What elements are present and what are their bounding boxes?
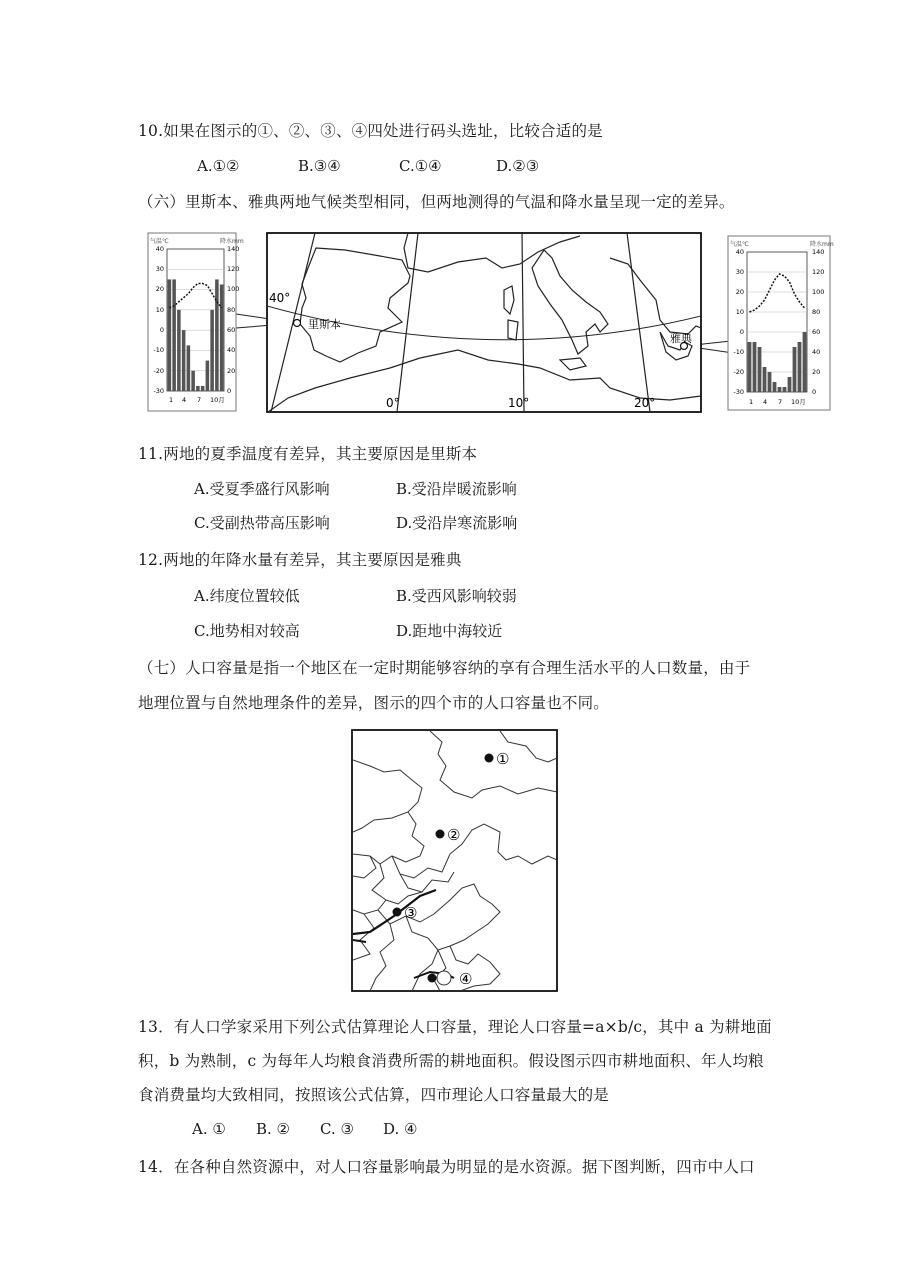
lisbon-precip-bar: [168, 279, 172, 391]
lisbon-precip-tick: 120: [227, 265, 240, 273]
q12-stem: 12.两地的年降水量有差异，其主要原因是雅典: [138, 551, 462, 569]
q11-option-a: A.受夏季盛行风影响: [194, 480, 330, 498]
city-1-label: ①: [496, 750, 510, 768]
city-1-dot: [485, 754, 494, 763]
longitude-10-label: 10°: [508, 396, 530, 410]
lisbon-temp-tick: 0: [159, 326, 164, 334]
athens-temp-tick: 10: [735, 308, 744, 316]
lisbon-precip-bar: [220, 285, 224, 392]
q11-option-c: C.受副热带高压影响: [194, 514, 330, 532]
athens-temp-tick: 30: [735, 268, 744, 276]
city-2-label: ②: [447, 826, 461, 844]
lisbon-temp-tick: -30: [153, 387, 164, 395]
athens-precip-bar: [788, 377, 792, 392]
athens-precip-bar: [793, 347, 797, 392]
lisbon-temp-tick: 40: [155, 245, 164, 253]
city-map: [350, 728, 562, 994]
athens-precip-tick: 40: [812, 348, 821, 356]
q12-option-c: C.地势相对较高: [194, 622, 300, 640]
q10-stem: 10.如果在图示的①、②、③、④四处进行码头选址，比较合适的是: [138, 122, 603, 140]
athens-precip-bar: [783, 387, 787, 392]
lisbon-precip-axis-title: 降水mm: [220, 238, 244, 245]
athens-precip-tick: 80: [812, 308, 821, 316]
lisbon-precip-tick: 100: [227, 285, 240, 293]
lisbon-label: 里斯本: [308, 318, 341, 331]
athens-precip-tick: 140: [812, 248, 825, 256]
q10-option-c: C.①④: [399, 157, 442, 175]
q10-option-a: A.①②: [197, 157, 240, 175]
q12-option-a: A.纬度位置较低: [194, 587, 300, 605]
q13-option-d: D. ④: [383, 1120, 418, 1138]
q12-option-b: B.受西风影响较弱: [396, 587, 517, 605]
athens-month-label: 4: [763, 398, 768, 406]
section7-intro-line1: （七）人口容量是指一个地区在一定时期能够容纳的享有合理生活水平的人口数量，由于: [138, 659, 751, 677]
lisbon-month-label: 1: [169, 396, 174, 404]
lake-outline: [437, 971, 451, 985]
q10-option-b: B.③④: [298, 157, 341, 175]
longitude-20-label: 20°: [634, 396, 656, 410]
athens-temp-axis-title: 气温℃: [730, 241, 749, 248]
athens-temp-tick: -30: [733, 388, 744, 396]
athens-precip-tick: 0: [812, 388, 817, 396]
climate-chart-lisbon: [148, 233, 244, 411]
athens-precip-tick: 100: [812, 288, 825, 296]
athens-temp-tick: 20: [735, 288, 744, 296]
lisbon-precip-bar: [177, 310, 181, 391]
lisbon-temp-tick: -20: [153, 367, 164, 375]
climate-chart-athens: [728, 236, 834, 410]
lisbon-precip-bar: [210, 310, 214, 391]
lisbon-precip-tick: 140: [227, 245, 240, 253]
lisbon-month-label: 7: [197, 396, 202, 404]
section7-intro-line2: 地理位置与自然地理条件的差异，图示的四个市的人口容量也不同。: [138, 694, 610, 712]
city-2-dot: [436, 830, 445, 839]
lisbon-precip-bar: [182, 330, 186, 391]
athens-precip-bar: [753, 342, 757, 392]
athens-month-label: 10月: [791, 398, 806, 406]
city-4-dot: [428, 974, 437, 983]
q11-stem: 11.两地的夏季温度有差异，其主要原因是里斯本: [138, 445, 478, 463]
athens-precip-bar: [763, 367, 767, 392]
lisbon-precip-tick: 60: [227, 326, 236, 334]
latitude-40-label: 40°: [269, 291, 291, 305]
athens-precip-bar: [748, 342, 752, 392]
lisbon-precip-bar: [191, 371, 195, 391]
athens-precip-bar: [758, 347, 762, 392]
lisbon-precip-bar: [215, 279, 219, 391]
athens-month-label: 7: [778, 398, 783, 406]
athens-precip-tick: 120: [812, 268, 825, 276]
athens-precip-tick: 20: [812, 368, 821, 376]
q11-option-b: B.受沿岸暖流影响: [396, 480, 517, 498]
mediterranean-map: [267, 233, 701, 412]
lisbon-temp-tick: 10: [155, 306, 164, 314]
q13-option-a: A. ①: [192, 1120, 226, 1138]
athens-precip-bar: [773, 382, 777, 392]
q13-stem-line3: 食消费量均大致相同，按照该公式估算，四市理论人口容量最大的是: [138, 1086, 610, 1104]
lisbon-precip-tick: 20: [227, 367, 236, 375]
lisbon-precip-bar: [187, 345, 191, 391]
longitude-0-label: 0°: [386, 396, 400, 410]
lisbon-precip-tick: 40: [227, 346, 236, 354]
lisbon-precip-bar: [206, 361, 210, 391]
athens-temp-tick: 0: [739, 328, 744, 336]
athens-precip-tick: 60: [812, 328, 821, 336]
lisbon-marker: [294, 320, 301, 327]
athens-precip-bar: [803, 332, 807, 392]
lisbon-precip-tick: 80: [227, 306, 236, 314]
lisbon-temp-tick: 30: [155, 265, 164, 273]
lisbon-month-label: 10月: [210, 396, 225, 404]
lisbon-precip-bar: [201, 386, 205, 391]
mediterranean-figure: [140, 228, 840, 418]
city-4-label: ④: [459, 970, 473, 988]
q14-stem-line1: 14．在各种自然资源中，对人口容量影响最为明显的是水资源。据下图判断，四市中人口: [138, 1158, 755, 1176]
athens-precip-axis-title: 降水mm: [810, 241, 834, 248]
lisbon-month-label: 4: [182, 396, 187, 404]
q13-stem-line1: 13．有人口学家采用下列公式估算理论人口容量，理论人口容量=a×b/c，其中 a 为耕地面: [138, 1018, 772, 1036]
athens-label: 雅典: [670, 332, 692, 345]
athens-temp-tick: 40: [735, 248, 744, 256]
q13-stem-line2: 积，b 为熟制，c 为每年人均粮食消费所需的耕地面积。假设图示四市耕地面积、年人均粮: [138, 1052, 764, 1070]
q12-option-d: D.距地中海较近: [396, 622, 503, 640]
q13-option-c: C. ③: [320, 1120, 354, 1138]
section6-intro: （六）里斯本、雅典两地气候类型相同，但两地测得的气温和降水量呈现一定的差异。: [138, 193, 735, 211]
lisbon-precip-tick: 0: [227, 387, 232, 395]
athens-precip-bar: [798, 342, 802, 392]
q11-option-d: D.受沿岸寒流影响: [396, 514, 518, 532]
lisbon-temp-tick: -10: [153, 346, 164, 354]
athens-precip-bar: [778, 387, 782, 392]
lisbon-temp-tick: 20: [155, 285, 164, 293]
q13-option-b: B. ②: [256, 1120, 291, 1138]
lisbon-temp-axis-title: 气温℃: [150, 238, 169, 245]
athens-precip-bar: [768, 372, 772, 392]
city-3-label: ③: [404, 904, 418, 922]
lisbon-precip-bar: [172, 279, 176, 391]
athens-temp-tick: -20: [733, 368, 744, 376]
city-3-dot: [393, 908, 402, 917]
lisbon-precip-bar: [196, 386, 200, 391]
athens-month-label: 1: [749, 398, 754, 406]
q10-option-d: D.②③: [496, 157, 540, 175]
athens-temp-tick: -10: [733, 348, 744, 356]
